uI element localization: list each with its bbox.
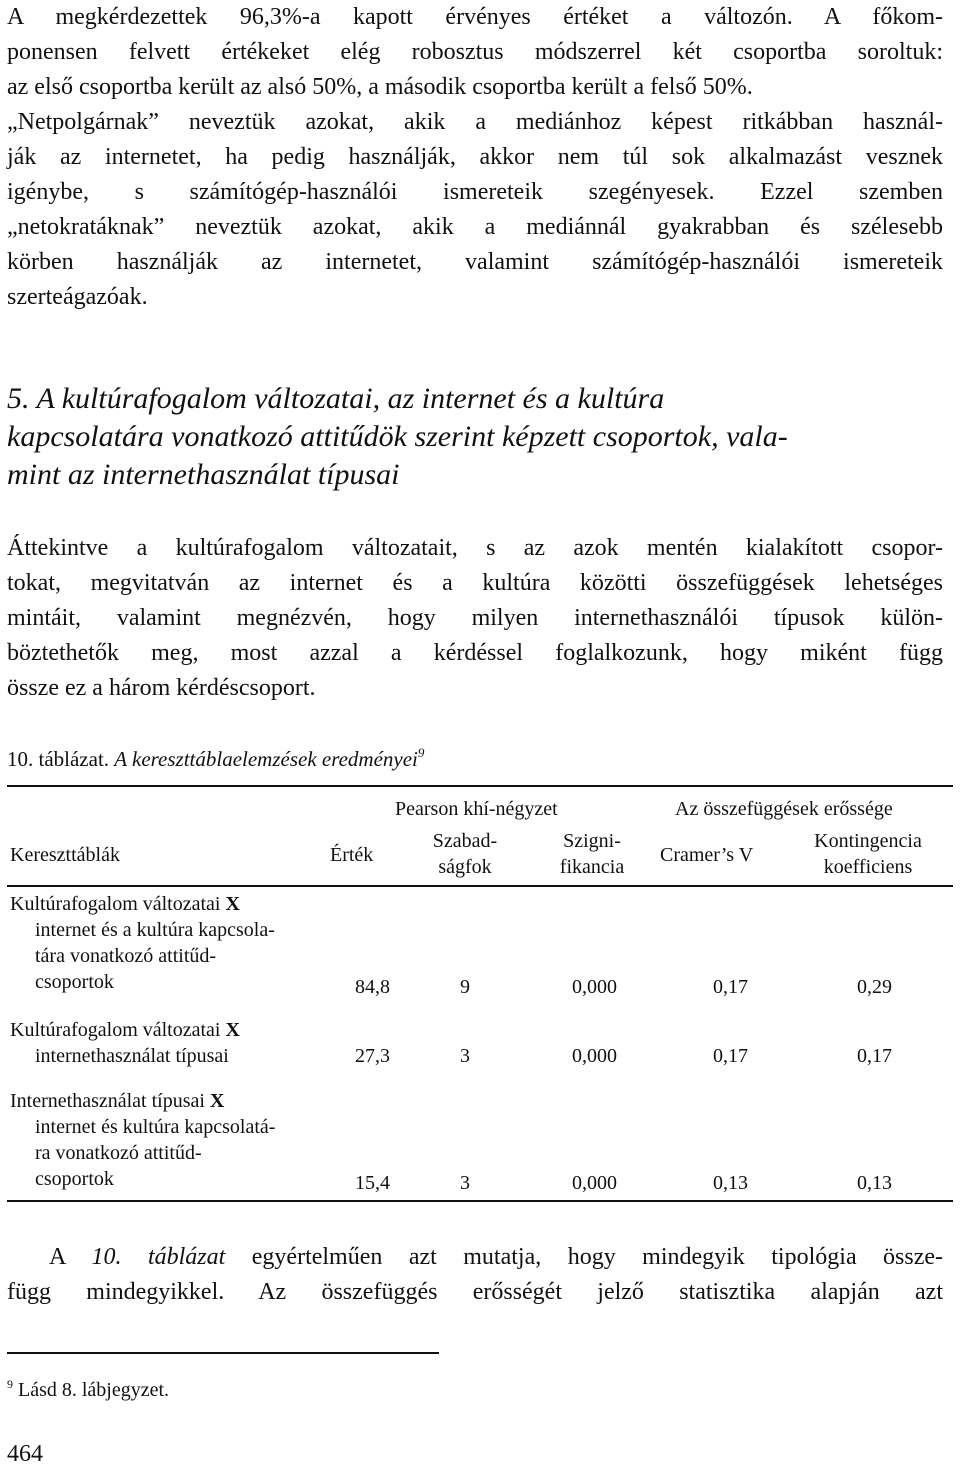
cell-significance: 0,000 bbox=[572, 976, 617, 998]
table-reference: 10. táblázat bbox=[91, 1244, 226, 1270]
header-cramer: Cramer’s V bbox=[660, 844, 754, 866]
header-sig-line2: fikancia bbox=[559, 856, 625, 878]
text-line: „netokratáknak” neveztük azokat, akik a mediánnál gyakrabban és szélesebb bbox=[7, 214, 943, 240]
heading-line: kapcsolatára vonatkozó attitűdök szerint képzett csoportok, vala- bbox=[7, 420, 788, 453]
table-top-rule bbox=[7, 785, 953, 787]
table-row-label bbox=[10, 1088, 275, 1192]
row-label-first: Kultúrafogalom változatai bbox=[10, 1019, 221, 1041]
cell-cramer: 0,13 bbox=[713, 1172, 748, 1194]
cell-value: 84,8 bbox=[355, 976, 390, 998]
heading-line: mint az internethasználat típusai bbox=[7, 458, 400, 491]
footnote-ref: 9 bbox=[417, 745, 425, 760]
text-line: ponensen felvett értékeket elég robosztus módszerrel két csoportba soroltuk: bbox=[7, 39, 943, 65]
after-table-paragraph bbox=[7, 1240, 943, 1310]
table-row-label bbox=[10, 1017, 240, 1069]
row-label-line: csoportok bbox=[35, 971, 114, 993]
table-caption-label: 10. táblázat. bbox=[7, 747, 110, 771]
text-line: Áttekintve a kultúrafogalom változatait, s az azok mentén kialakított csopor- bbox=[7, 535, 943, 561]
table-row-label bbox=[10, 891, 275, 995]
cell-cramer: 0,17 bbox=[713, 1045, 748, 1067]
text-line: „Netpolgárnak” neveztük azokat, akik a mediánhoz képest ritkábban használ- bbox=[7, 109, 943, 135]
header-df bbox=[410, 828, 520, 880]
text-line: böztethetők meg, most azzal a kérdéssel foglalkozunk, hogy miként függ bbox=[7, 640, 943, 666]
section-heading bbox=[7, 380, 937, 494]
text-line: A 10. táblázat egyértelműen azt mutatja, hogy mindegyik tipológia össze- bbox=[49, 1244, 944, 1270]
cell-value: 15,4 bbox=[355, 1172, 390, 1194]
header-df-line1: Szabad- bbox=[432, 830, 498, 852]
footnote-number: 9 bbox=[7, 1377, 13, 1391]
header-contingency bbox=[793, 828, 943, 880]
cell-contingency: 0,17 bbox=[857, 1045, 892, 1067]
header-cont-line2: koefficiens bbox=[823, 856, 913, 878]
text-line: szerteágazóak. bbox=[7, 284, 148, 310]
text-line: ják az internetet, ha pedig használják, akkor nem túl sok alkalmazást vesznek bbox=[7, 144, 943, 170]
header-sig-line1: Szigni- bbox=[563, 830, 621, 852]
row-label-x: X bbox=[225, 1019, 240, 1041]
row-label-line: ra vonatkozó attitűd- bbox=[35, 1142, 202, 1164]
footnote bbox=[7, 1370, 169, 1404]
cell-value: 27,3 bbox=[355, 1045, 390, 1067]
table-caption bbox=[7, 738, 424, 774]
header-value: Érték bbox=[330, 844, 374, 866]
text-line: körben használják az internetet, valamint számítógép-használói ismereteik bbox=[7, 249, 943, 275]
row-label-line: tára vonatkozó attitűd- bbox=[35, 945, 217, 967]
table-caption-title: A kereszttáblaelemzések eredményei bbox=[114, 747, 418, 771]
cell-contingency: 0,13 bbox=[857, 1172, 892, 1194]
cell-df: 3 bbox=[460, 1172, 470, 1194]
row-label-x: X bbox=[209, 1090, 225, 1112]
row-label-line: internethasználat típusai bbox=[35, 1045, 229, 1067]
text-line: az első csoportba került az alsó 50%, a második csoportba került a felső 50%. bbox=[7, 74, 753, 100]
cell-cramer: 0,17 bbox=[713, 976, 748, 998]
page-number: 464 bbox=[7, 1441, 43, 1467]
header-pearson-group: Pearson khí-négyzet bbox=[395, 798, 558, 820]
row-label-x: X bbox=[225, 893, 240, 915]
text-line: A megkérdezettek 96,3%-a kapott érvényes értéket a változón. A főkom- bbox=[7, 4, 943, 30]
text-line: össze ez a három kérdéscsoport. bbox=[7, 675, 316, 701]
row-label-first: Kultúrafogalom változatai bbox=[10, 893, 221, 915]
cell-df: 3 bbox=[460, 1045, 470, 1067]
table-header-rule bbox=[7, 885, 953, 887]
cell-significance: 0,000 bbox=[572, 1172, 617, 1194]
section-paragraph bbox=[7, 531, 943, 706]
row-label-first: Internethasználat típusai bbox=[10, 1090, 205, 1112]
intro-paragraph bbox=[7, 0, 943, 315]
header-df-line2: ságfok bbox=[438, 856, 492, 878]
heading-line: 5. A kultúrafogalom változatai, az internet és a kultúra bbox=[7, 382, 665, 415]
footnote-text: Lásd 8. lábjegyzet. bbox=[18, 1379, 170, 1401]
header-significance bbox=[537, 828, 647, 880]
row-label-line: internet és kultúra kapcsolatá- bbox=[35, 1116, 276, 1138]
text-line: igénybe, s számítógép-használói ismereteik szegényesek. Ezzel szemben bbox=[7, 179, 943, 205]
table-bottom-rule bbox=[7, 1200, 953, 1202]
header-strength-group: Az összefüggések erőssége bbox=[675, 798, 893, 820]
footnote-rule bbox=[7, 1352, 439, 1354]
row-label-line: csoportok bbox=[35, 1168, 114, 1190]
header-crosstabs: Kereszttáblák bbox=[10, 844, 120, 866]
row-label-line: internet és a kultúra kapcsola- bbox=[35, 919, 275, 941]
cell-df: 9 bbox=[460, 976, 470, 998]
text-line: függ mindegyikkel. Az összefüggés erősségét jelző statisztika alapján azt bbox=[7, 1279, 943, 1305]
text-line: tokat, megvitatván az internet és a kultúra közötti összefüggések lehetséges bbox=[7, 570, 943, 596]
text-line: mintáit, valamint megnézvén, hogy milyen internethasználói típusok külön- bbox=[7, 605, 943, 631]
header-cont-line1: Kontingencia bbox=[814, 830, 922, 852]
cell-significance: 0,000 bbox=[572, 1045, 617, 1067]
cell-contingency: 0,29 bbox=[857, 976, 892, 998]
